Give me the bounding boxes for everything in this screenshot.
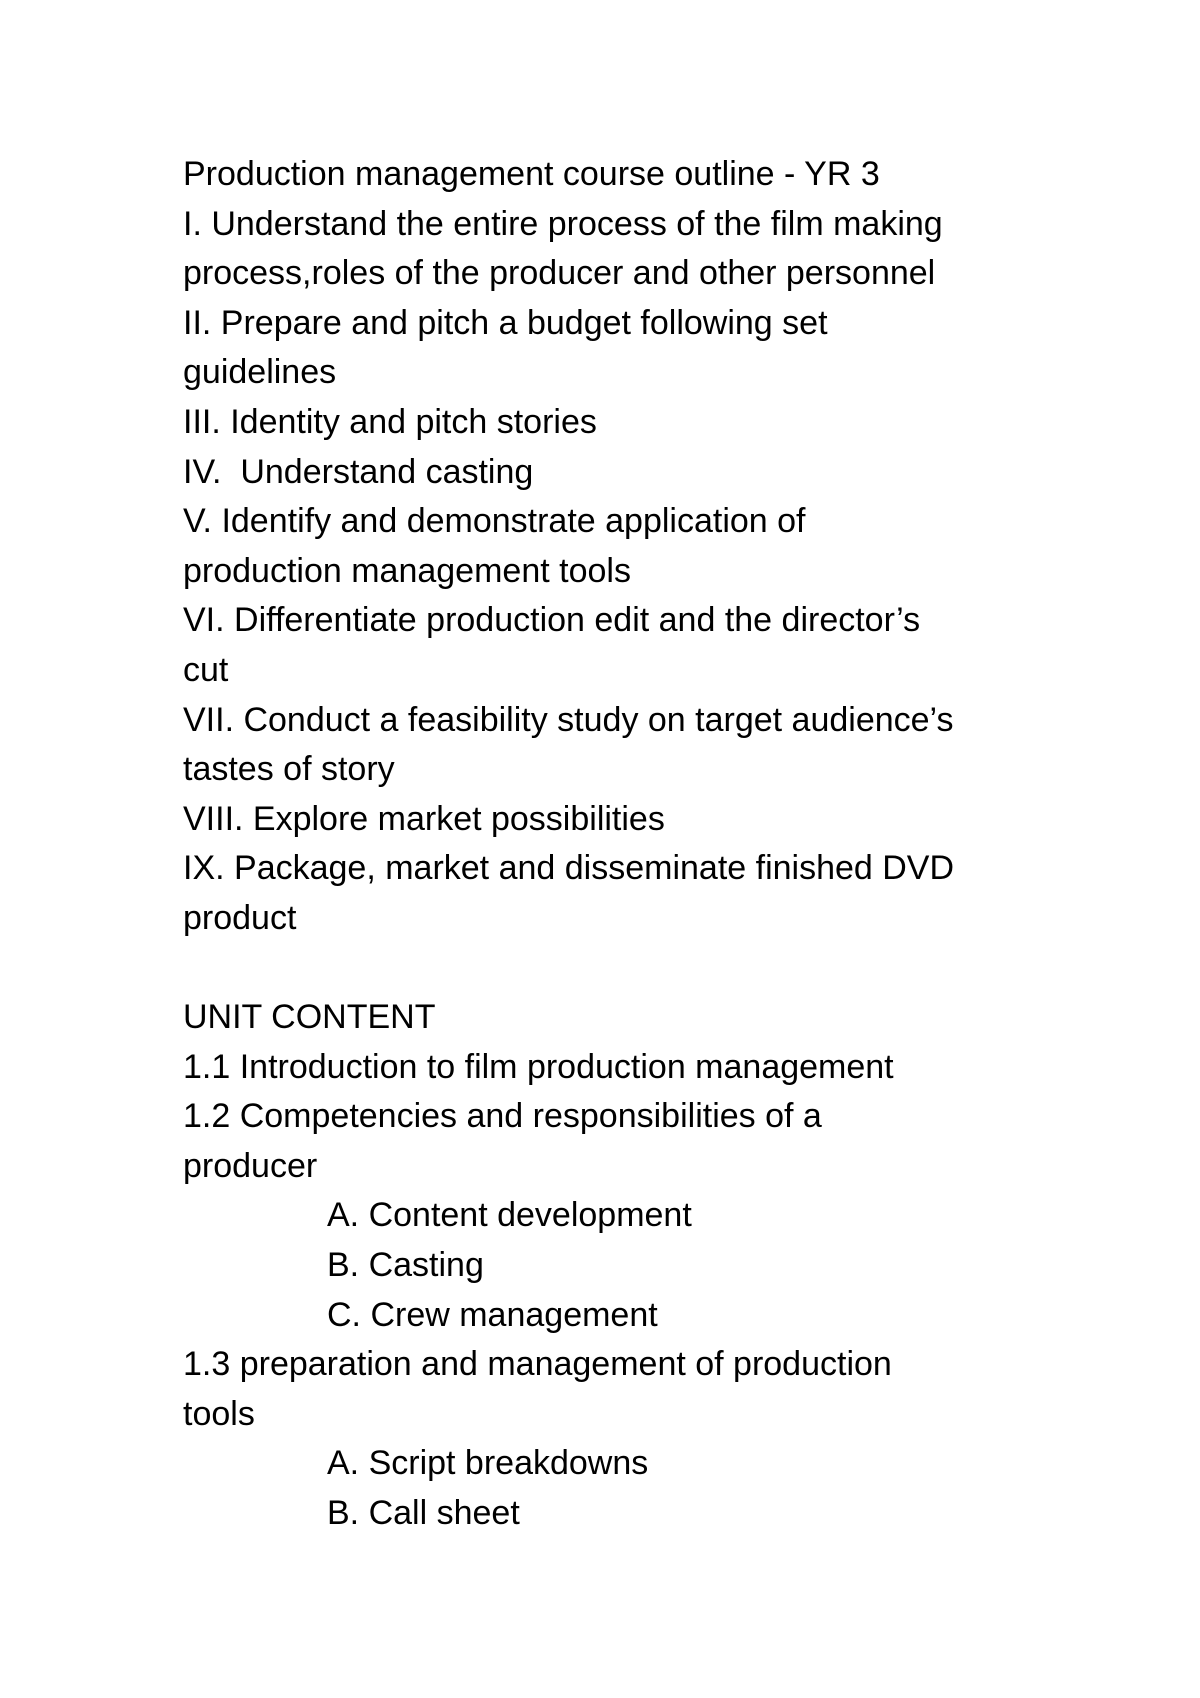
- unit-1-2-subitem-b: B. Casting: [327, 1246, 484, 1285]
- unit-content-heading: UNIT CONTENT: [183, 998, 436, 1037]
- document-title: Production management course outline - YR 3: [183, 155, 880, 193]
- objective-7-line-1: VII. Conduct a feasibility study on target audience’s: [183, 700, 954, 739]
- objective-9-line-2: product: [183, 898, 297, 937]
- unit-1-2-subitem-c: C. Crew management: [327, 1295, 658, 1334]
- objective-7-line-2: tastes of story: [183, 750, 395, 789]
- objective-1-line-1: I. Understand the entire process of the film making: [183, 204, 943, 243]
- section-spacer: [183, 944, 1083, 994]
- objective-6-line-2: cut: [183, 650, 229, 689]
- objective-5-line-1: V. Identify and demonstrate application of: [183, 502, 806, 541]
- units-list: [183, 1043, 1083, 1539]
- unit-1-3-line-1: 1.3 preparation and management of production: [183, 1345, 892, 1384]
- objectives-list: [183, 200, 1083, 944]
- unit-1-2-line-1: 1.2 Competencies and responsibilities of a: [183, 1097, 822, 1136]
- unit-1-2-subitem-a: A. Content development: [327, 1196, 692, 1235]
- objective-3-line-1: III. Identity and pitch stories: [183, 402, 597, 441]
- objective-2-line-2: guidelines: [183, 353, 337, 392]
- unit-1-1-line-1: 1.1 Introduction to film production management: [183, 1047, 894, 1086]
- objective-4-line-1: IV. Understand casting: [183, 452, 534, 491]
- unit-1-3-subitem-a: A. Script breakdowns: [327, 1444, 649, 1483]
- unit-1-3-line-2: tools: [183, 1394, 255, 1433]
- objective-1-line-2: process,roles of the producer and other personnel: [183, 254, 936, 293]
- document-body: [183, 150, 1083, 1539]
- objective-2-line-1: II. Prepare and pitch a budget following set: [183, 303, 828, 342]
- objective-9-line-1: IX. Package, market and disseminate finished DVD: [183, 849, 955, 888]
- objective-8-line-1: VIII. Explore market possibilities: [183, 799, 665, 838]
- unit-1-2-line-2: producer: [183, 1146, 318, 1185]
- objective-6-line-1: VI. Differentiate production edit and the director’s: [183, 601, 921, 640]
- objective-5-line-2: production management tools: [183, 551, 631, 590]
- unit-1-3-subitem-b: B. Call sheet: [327, 1494, 520, 1533]
